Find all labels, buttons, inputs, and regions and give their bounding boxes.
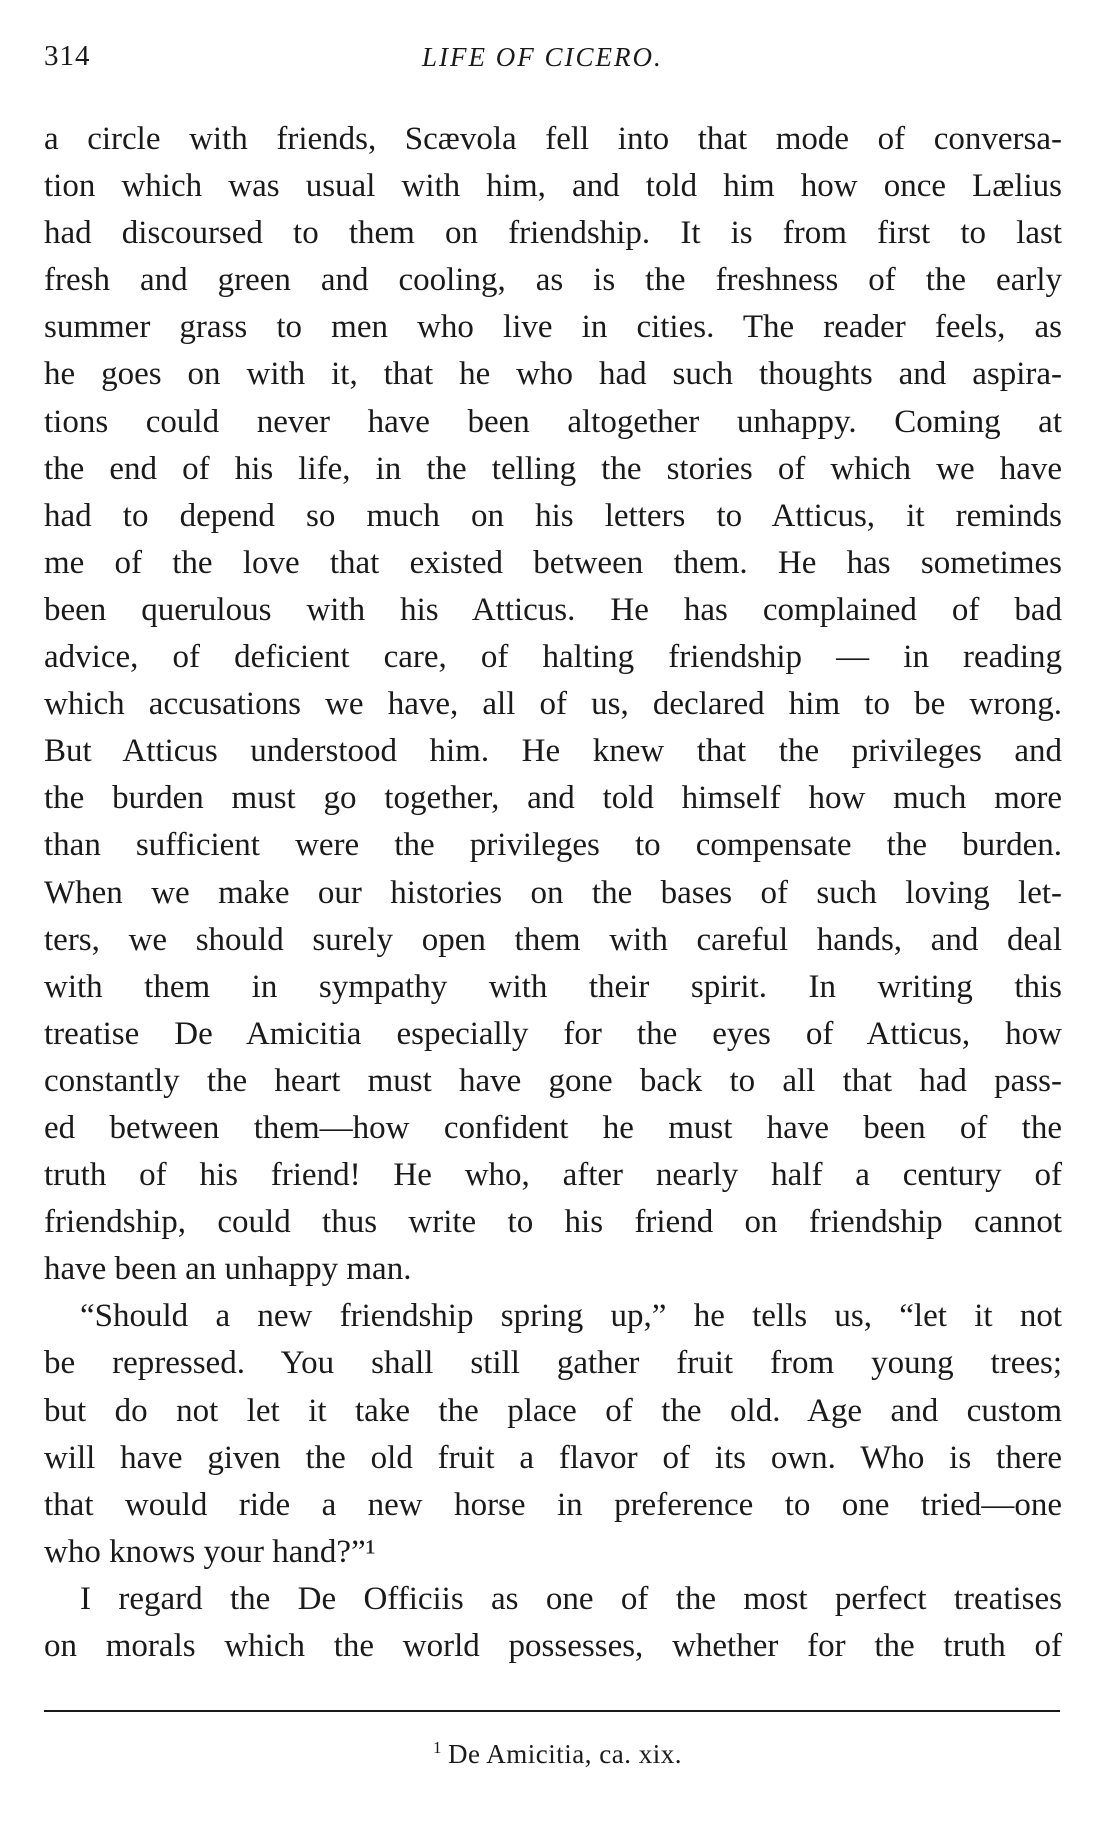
text-line: that would ride a new horse in preference to one tried—one [44, 1486, 1062, 1523]
text-line: had to depend so much on his letters to Atticus, it reminds [44, 497, 1062, 534]
text-line: been querulous with his Atticus. He has complained of bad [44, 591, 1062, 628]
footnote-text: De Amicitia, ca. xix. [448, 1739, 682, 1769]
text-line: summer grass to men who live in cities. The reader feels, as [44, 309, 1062, 346]
text-line: friendship, could thus write to his friend on friendship cannot [44, 1204, 1062, 1241]
text-line: have been an unhappy man. [44, 1251, 412, 1288]
page-number: 314 [44, 40, 91, 72]
text-line: treatise De Amicitia especially for the eyes of Atticus, how [44, 1015, 1062, 1052]
text-line: the end of his life, in the telling the stories of which we have [44, 450, 1062, 487]
text-line: I regard the De Officiis as one of the most perfect treatises [80, 1580, 1062, 1617]
text-line: had discoursed to them on friendship. It is from first to last [44, 215, 1062, 252]
text-line: advice, of deficient care, of halting friendship — in reading [44, 639, 1062, 676]
footnote-divider [44, 1710, 1060, 1712]
page-header [44, 40, 1070, 82]
text-line: constantly the heart must have gone back to all that had pass- [44, 1062, 1062, 1099]
text-line: tion which was usual with him, and told him how once Lælius [44, 168, 1062, 205]
text-line: but do not let it take the place of the old. Age and custom [44, 1392, 1062, 1429]
text-line: will have given the old fruit a flavor of its own. Who is there [44, 1439, 1062, 1476]
text-line: be repressed. You shall still gather fruit from young trees; [44, 1345, 1062, 1382]
text-line: who knows your hand?”¹ [44, 1533, 376, 1570]
text-line: fresh and green and cooling, as is the freshness of the early [44, 262, 1062, 299]
text-line: But Atticus understood him. He knew that the privileges and [44, 733, 1062, 770]
footnote-marker: 1 [433, 1738, 443, 1757]
text-line: he goes on with it, that he who had such thoughts and aspira- [44, 356, 1062, 393]
text-line: than sufficient were the privileges to compensate the burden. [44, 827, 1062, 864]
text-line: the burden must go together, and told himself how much more [44, 780, 1062, 817]
text-line: with them in sympathy with their spirit. In writing this [44, 968, 1062, 1005]
body-text [44, 116, 1062, 1670]
text-line: truth of his friend! He who, after nearly half a century of [44, 1157, 1062, 1194]
text-line: me of the love that existed between them. He has sometimes [44, 544, 1062, 581]
text-line: ters, we should surely open them with careful hands, and deal [44, 921, 1062, 958]
footnote [0, 1738, 1115, 1770]
text-line: ed between them—how confident he must have been of the [44, 1109, 1062, 1146]
text-line: a circle with friends, Scævola fell into that mode of conversa- [44, 121, 1062, 157]
text-line: tions could never have been altogether unhappy. Coming at [44, 403, 1062, 440]
text-line: which accusations we have, all of us, declared him to be wrong. [44, 686, 1062, 723]
text-line: on morals which the world possesses, whether for the truth of [44, 1628, 1062, 1664]
text-line: “Should a new friendship spring up,” he tells us, “let it not [80, 1298, 1062, 1335]
running-head: LIFE OF CICERO. [422, 42, 663, 72]
text-line: When we make our histories on the bases of such loving let- [44, 874, 1062, 911]
